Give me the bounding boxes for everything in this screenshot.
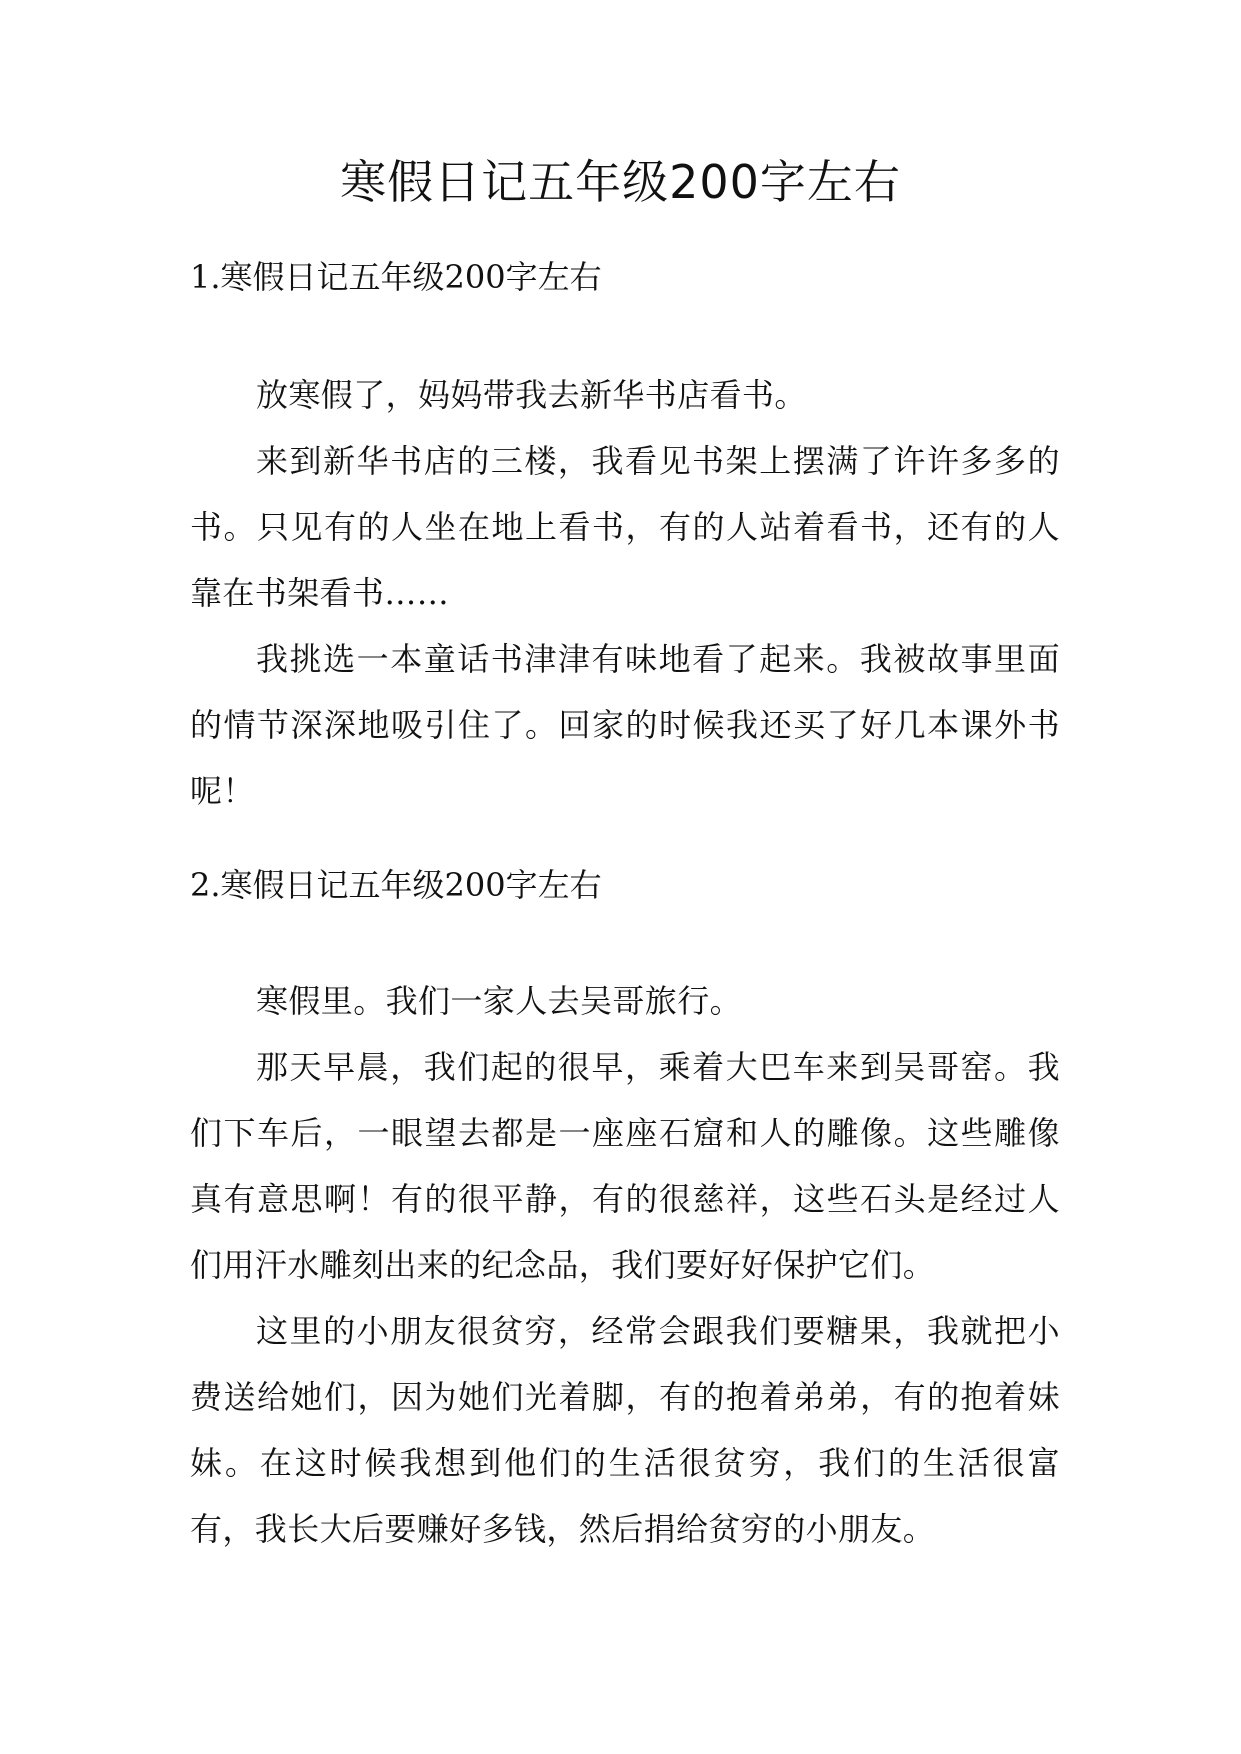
section-1-paragraph-3: 我挑选一本童话书津津有味地看了起来。我被故事里面的情节深深地吸引住了。回家的时候我还买了好几本课外书呢！ (190, 640, 1060, 810)
section-1-paragraph-1: 放寒假了，妈妈带我去新华书店看书。 (256, 376, 807, 414)
section-2-paragraph-1: 寒假里。我们一家人去吴哥旅行。 (256, 982, 743, 1020)
section-1-heading: 1.寒假日记五年级200字左右 (190, 258, 602, 296)
section-2-paragraph-3: 这里的小朋友很贫穷，经常会跟我们要糖果，我就把小费送给她们，因为她们光着脚，有的抱着弟弟，有的抱着妹妹。在这时候我想到他们的生活很贫穷，我们的生活很富有，我长大后要赚好多钱，然后捐给贫穷的小朋友。 (190, 1312, 1060, 1548)
section-1-paragraph-2: 来到新华书店的三楼，我看见书架上摆满了许许多多的书。只见有的人坐在地上看书，有的人站着看书，还有的人靠在书架看书…… (190, 442, 1060, 612)
document-title: 寒假日记五年级200字左右 (340, 155, 901, 209)
section-2-paragraph-2: 那天早晨，我们起的很早，乘着大巴车来到吴哥窑。我们下车后，一眼望去都是一座座石窟和人的雕像。这些雕像真有意思啊！有的很平静，有的很慈祥，这些石头是经过人们用汗水雕刻出来的纪念品，我们要好好保护它们。 (190, 1048, 1060, 1284)
section-2-heading: 2.寒假日记五年级200字左右 (190, 866, 602, 904)
